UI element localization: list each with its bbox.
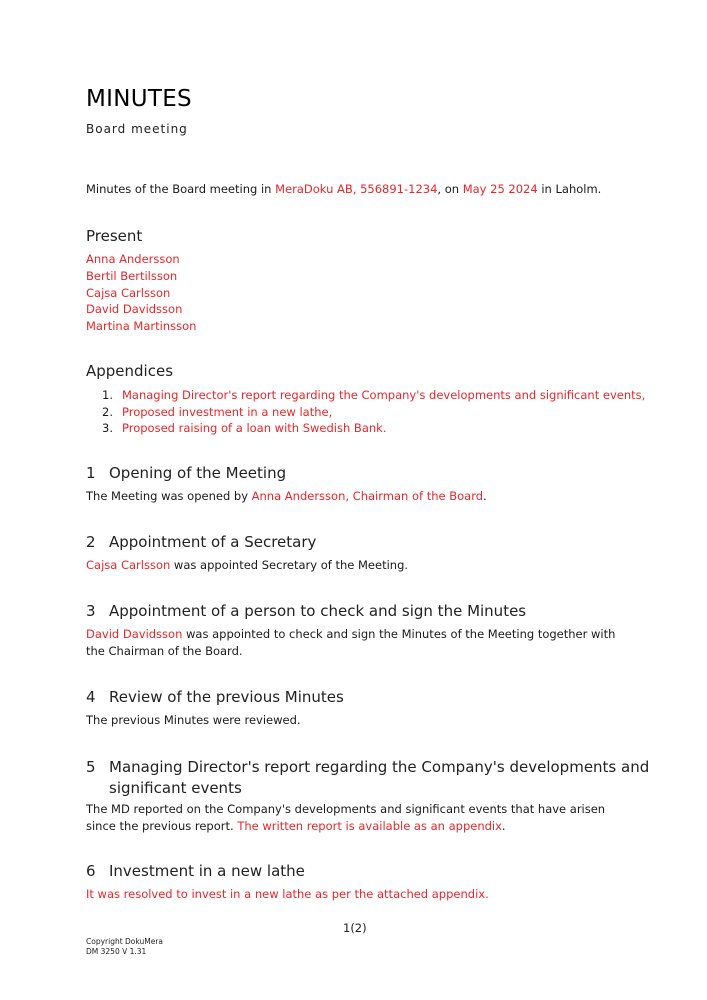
appendix-item	[86, 420, 645, 437]
present-heading: Present	[86, 227, 143, 245]
body-text: was appointed to check and sign the Minutes of the Meeting together with the Chairman of the Board.	[86, 627, 616, 658]
appendix-item	[86, 387, 645, 404]
appendices-list	[86, 387, 645, 437]
body-text: It was resolved to invest in a new lathe as per the attached appendix.	[86, 887, 489, 901]
document-title: MINUTES	[86, 86, 192, 112]
version-text: DM 3250 V 1.31	[86, 947, 147, 956]
section-number: 4	[86, 688, 96, 706]
section-title-line-1: Managing Director's report regarding the Company's developments and	[109, 758, 650, 776]
present-name: David Davidsson	[86, 302, 183, 317]
section-4-body	[86, 712, 626, 729]
report-note: The written report is available as an appendix	[237, 819, 502, 833]
present-name: Anna Andersson	[86, 252, 180, 266]
intro-paragraph	[86, 182, 601, 196]
body-text: The Meeting was opened by	[86, 489, 252, 503]
appendix-text: Proposed investment in a new lathe,	[122, 404, 333, 419]
document-subtitle: Board meeting	[86, 122, 188, 136]
body-text-end: .	[483, 489, 487, 503]
intro-text-3: in Laholm.	[537, 182, 602, 196]
footer-copyright	[86, 937, 163, 957]
appendix-text: Managing Director's report regarding the Company's developments and significant events,	[122, 388, 646, 402]
section-title-line-2: significant events	[109, 779, 242, 797]
section-title: Appointment of a Secretary	[109, 533, 317, 551]
company-name: MeraDoku AB, 556891-1234	[275, 182, 438, 196]
body-text: was appointed Secretary of the Meeting.	[170, 558, 409, 572]
section-6-heading	[86, 862, 305, 880]
section-number: 6	[86, 862, 96, 880]
section-title: Opening of the Meeting	[109, 464, 287, 482]
section-2-body	[86, 557, 626, 574]
section-number: 5	[86, 758, 96, 776]
page-number: 1(2)	[343, 921, 367, 935]
appendix-item	[86, 404, 645, 421]
intro-text-1: Minutes of the Board meeting in	[86, 182, 276, 196]
section-2-heading	[86, 533, 316, 551]
appendix-number: 1.	[102, 388, 113, 402]
section-3-heading	[86, 602, 526, 620]
section-title: Review of the previous Minutes	[109, 688, 344, 706]
section-number: 2	[86, 533, 96, 551]
present-list	[86, 251, 196, 335]
appendix-number: 3.	[102, 421, 113, 435]
intro-text-2: , on	[437, 182, 463, 196]
body-text: The MD reported on the Company's developments and significant events that have arisen since the previous report.	[86, 802, 606, 833]
appendices-heading: Appendices	[86, 362, 174, 380]
section-5-heading	[86, 757, 649, 799]
section-3-body	[86, 626, 626, 660]
section-number: 1	[86, 464, 96, 482]
section-6-body	[86, 886, 626, 903]
meeting-date: May 25 2024	[462, 182, 538, 196]
chairman-name: Anna Andersson, Chairman of the Board	[251, 489, 484, 503]
secretary-name: Cajsa Carlsson	[86, 558, 171, 572]
section-1-heading	[86, 464, 286, 482]
section-title: Investment in a new lathe	[109, 862, 305, 880]
section-title: Appointment of a person to check and sign the Minutes	[109, 602, 527, 620]
copyright-text: Copyright DokuMera	[86, 937, 164, 946]
present-name: Martina Martinsson	[86, 319, 197, 334]
body-text-end: .	[501, 819, 506, 833]
section-5-body	[86, 801, 626, 835]
body-text: The previous Minutes were reviewed.	[86, 713, 301, 727]
appendix-text: Proposed raising of a loan with Swedish Bank.	[122, 421, 387, 435]
appendix-number: 2.	[102, 404, 113, 419]
present-name: Bertil Bertilsson	[86, 268, 178, 283]
present-name: Cajsa Carlsson	[86, 285, 171, 300]
section-1-body	[86, 488, 626, 505]
checker-name: David Davidsson	[86, 627, 183, 641]
section-4-heading	[86, 688, 344, 706]
section-number: 3	[86, 602, 96, 620]
